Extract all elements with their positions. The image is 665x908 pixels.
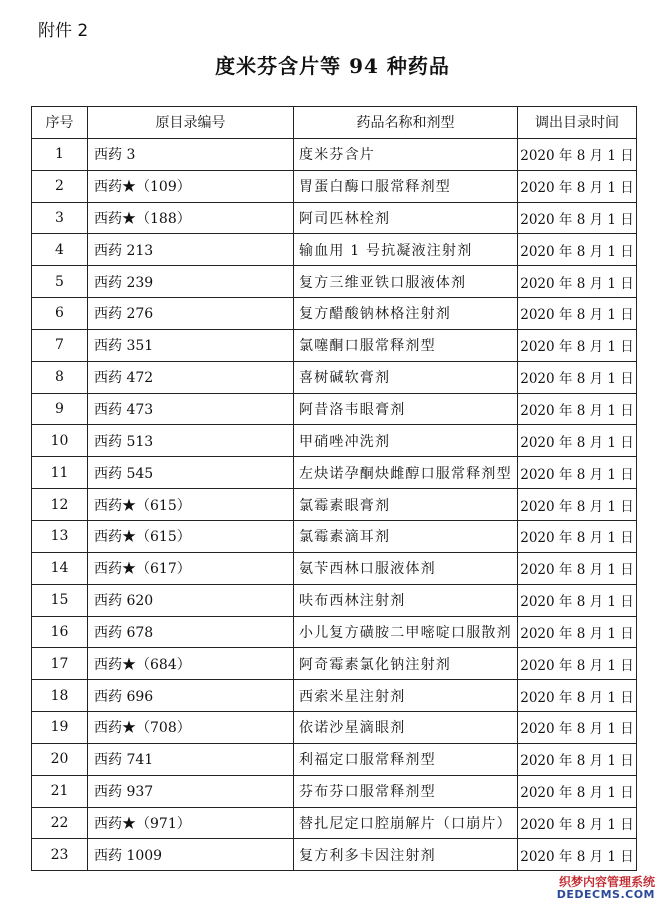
table-header-row	[32, 107, 637, 139]
cell-removal-date: 2020 年 8 月 1 日	[518, 329, 637, 361]
cell-removal-date: 2020 年 8 月 1 日	[518, 775, 637, 807]
cell-serial: 9	[32, 393, 88, 425]
table-row	[32, 329, 637, 361]
cell-serial: 5	[32, 266, 88, 298]
cell-removal-date: 2020 年 8 月 1 日	[518, 234, 637, 266]
cell-drug-name: 复方醋酸钠林格注射剂	[294, 298, 518, 330]
cell-removal-date: 2020 年 8 月 1 日	[518, 616, 637, 648]
cell-original-code: 西药 472	[88, 361, 294, 393]
table-row	[32, 457, 637, 489]
cell-removal-date: 2020 年 8 月 1 日	[518, 361, 637, 393]
cell-removal-date: 2020 年 8 月 1 日	[518, 712, 637, 744]
cell-original-code: 西药★（617）	[88, 552, 294, 584]
cell-serial: 11	[32, 457, 88, 489]
table-row	[32, 202, 637, 234]
cell-serial: 12	[32, 489, 88, 521]
table-row	[32, 361, 637, 393]
cell-drug-name: 复方三维亚铁口服液体剂	[294, 266, 518, 298]
drug-table	[31, 106, 637, 871]
header-removal-date: 调出目录时间	[518, 107, 637, 139]
cell-drug-name: 左炔诺孕酮炔雌醇口服常释剂型	[294, 457, 518, 489]
cell-serial: 7	[32, 329, 88, 361]
cell-serial: 18	[32, 680, 88, 712]
table-row	[32, 393, 637, 425]
cell-serial: 19	[32, 712, 88, 744]
cell-drug-name: 氯霉素滴耳剂	[294, 520, 518, 552]
table-row	[32, 552, 637, 584]
cell-removal-date: 2020 年 8 月 1 日	[518, 648, 637, 680]
cell-original-code: 西药★（188）	[88, 202, 294, 234]
cell-serial: 2	[32, 170, 88, 202]
cell-drug-name: 呋布西林注射剂	[294, 584, 518, 616]
cell-drug-name: 阿昔洛韦眼膏剂	[294, 393, 518, 425]
cell-drug-name: 度米芬含片	[294, 138, 518, 170]
cell-drug-name: 喜树碱软膏剂	[294, 361, 518, 393]
table-row	[32, 743, 637, 775]
cell-drug-name: 依诺沙星滴眼剂	[294, 712, 518, 744]
watermark-logo	[557, 876, 655, 902]
cell-removal-date: 2020 年 8 月 1 日	[518, 807, 637, 839]
document-title: 度米芬含片等 94 种药品	[215, 54, 450, 78]
cell-original-code: 西药 696	[88, 680, 294, 712]
cell-serial: 6	[32, 298, 88, 330]
cell-original-code: 西药★（684）	[88, 648, 294, 680]
cell-original-code: 西药 678	[88, 616, 294, 648]
cell-original-code: 西药 3	[88, 138, 294, 170]
cell-original-code: 西药★（708）	[88, 712, 294, 744]
cell-original-code: 西药★（109）	[88, 170, 294, 202]
attachment-label: 附件 2	[38, 21, 89, 41]
cell-original-code: 西药 513	[88, 425, 294, 457]
cell-removal-date: 2020 年 8 月 1 日	[518, 520, 637, 552]
cell-original-code: 西药★（971）	[88, 807, 294, 839]
cell-drug-name: 氨苄西林口服液体剂	[294, 552, 518, 584]
cell-original-code: 西药 741	[88, 743, 294, 775]
cell-serial: 14	[32, 552, 88, 584]
cell-removal-date: 2020 年 8 月 1 日	[518, 457, 637, 489]
table-row	[32, 138, 637, 170]
table-row	[32, 234, 637, 266]
cell-serial: 15	[32, 584, 88, 616]
cell-drug-name: 输血用 1 号抗凝液注射剂	[294, 234, 518, 266]
table-row	[32, 839, 637, 871]
cell-original-code: 西药 473	[88, 393, 294, 425]
cell-removal-date: 2020 年 8 月 1 日	[518, 489, 637, 521]
cell-drug-name: 替扎尼定口腔崩解片（口崩片）	[294, 807, 518, 839]
cell-serial: 13	[32, 520, 88, 552]
cell-original-code: 西药 213	[88, 234, 294, 266]
cell-removal-date: 2020 年 8 月 1 日	[518, 425, 637, 457]
table-row	[32, 807, 637, 839]
cell-removal-date: 2020 年 8 月 1 日	[518, 839, 637, 871]
cell-removal-date: 2020 年 8 月 1 日	[518, 552, 637, 584]
table-row	[32, 170, 637, 202]
table-row	[32, 584, 637, 616]
cell-serial: 23	[32, 839, 88, 871]
table-row	[32, 712, 637, 744]
cell-serial: 8	[32, 361, 88, 393]
cell-original-code: 西药 351	[88, 329, 294, 361]
cell-serial: 17	[32, 648, 88, 680]
table-body	[32, 138, 637, 870]
cell-drug-name: 氯霉素眼膏剂	[294, 489, 518, 521]
cell-original-code: 西药★（615）	[88, 489, 294, 521]
table-row	[32, 520, 637, 552]
table-row	[32, 680, 637, 712]
cell-serial: 21	[32, 775, 88, 807]
cell-removal-date: 2020 年 8 月 1 日	[518, 743, 637, 775]
cell-original-code: 西药 276	[88, 298, 294, 330]
cell-drug-name: 胃蛋白酶口服常释剂型	[294, 170, 518, 202]
cell-serial: 22	[32, 807, 88, 839]
table-row	[32, 266, 637, 298]
cell-drug-name: 西索米星注射剂	[294, 680, 518, 712]
cell-original-code: 西药 545	[88, 457, 294, 489]
cell-drug-name: 复方利多卡因注射剂	[294, 839, 518, 871]
header-serial: 序号	[32, 107, 88, 139]
cell-serial: 10	[32, 425, 88, 457]
cell-serial: 16	[32, 616, 88, 648]
cell-removal-date: 2020 年 8 月 1 日	[518, 584, 637, 616]
watermark-line1: 织梦内容管理系统	[558, 874, 655, 889]
table-row	[32, 616, 637, 648]
cell-serial: 1	[32, 138, 88, 170]
cell-original-code: 西药★（615）	[88, 520, 294, 552]
cell-removal-date: 2020 年 8 月 1 日	[518, 138, 637, 170]
cell-serial: 3	[32, 202, 88, 234]
cell-removal-date: 2020 年 8 月 1 日	[518, 298, 637, 330]
cell-serial: 4	[32, 234, 88, 266]
table-row	[32, 489, 637, 521]
cell-original-code: 西药 937	[88, 775, 294, 807]
cell-drug-name: 甲硝唑冲洗剂	[294, 425, 518, 457]
table-row	[32, 648, 637, 680]
header-drug-name: 药品名称和剂型	[294, 107, 518, 139]
cell-drug-name: 利福定口服常释剂型	[294, 743, 518, 775]
table-row	[32, 775, 637, 807]
table-row	[32, 425, 637, 457]
watermark-line2: DEDECMS.COM	[556, 888, 655, 902]
cell-original-code: 西药 239	[88, 266, 294, 298]
table-row	[32, 298, 637, 330]
cell-removal-date: 2020 年 8 月 1 日	[518, 393, 637, 425]
cell-drug-name: 芬布芬口服常释剂型	[294, 775, 518, 807]
cell-serial: 20	[32, 743, 88, 775]
cell-removal-date: 2020 年 8 月 1 日	[518, 202, 637, 234]
cell-drug-name: 阿司匹林栓剂	[294, 202, 518, 234]
cell-removal-date: 2020 年 8 月 1 日	[518, 266, 637, 298]
header-original-code: 原目录编号	[88, 107, 294, 139]
cell-drug-name: 小儿复方磺胺二甲嘧啶口服散剂	[294, 616, 518, 648]
cell-drug-name: 氯噻酮口服常释剂型	[294, 329, 518, 361]
cell-original-code: 西药 620	[88, 584, 294, 616]
cell-drug-name: 阿奇霉素氯化钠注射剂	[294, 648, 518, 680]
cell-removal-date: 2020 年 8 月 1 日	[518, 680, 637, 712]
cell-original-code: 西药 1009	[88, 839, 294, 871]
cell-removal-date: 2020 年 8 月 1 日	[518, 170, 637, 202]
